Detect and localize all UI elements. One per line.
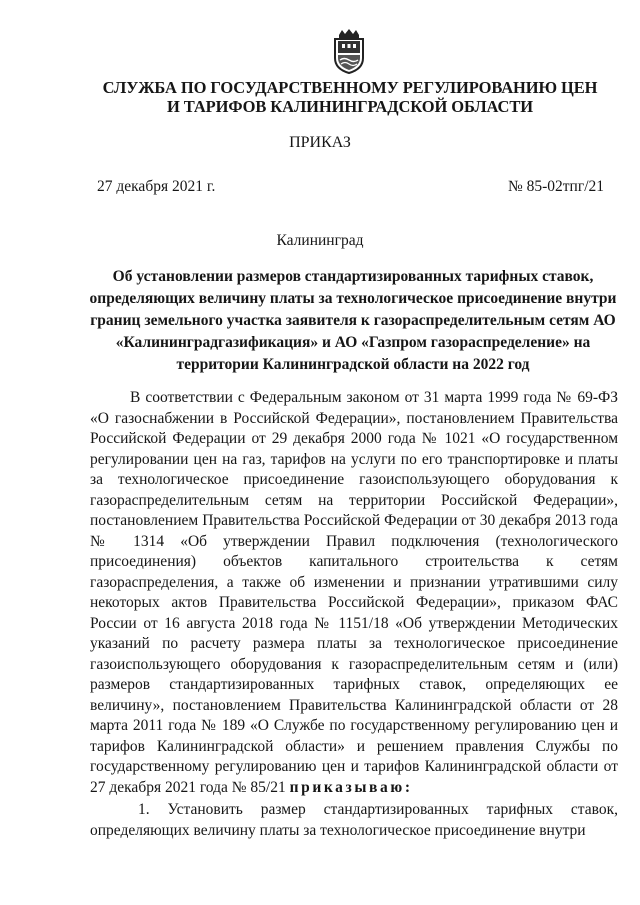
coat-of-arms-icon bbox=[327, 28, 371, 74]
organization-name bbox=[90, 78, 610, 116]
order-number: № 85-02тпг/21 bbox=[507, 178, 604, 195]
preamble-paragraph bbox=[90, 388, 618, 798]
order-item-1: 1. Установить размер стандартизированных тарифных ставок, определяющих величину платы за технологическое присоединение внутри bbox=[90, 801, 618, 839]
org-line-2: И ТАРИФОВ КАЛИНИНГРАДСКОЙ ОБЛАСТИ bbox=[167, 97, 533, 116]
order-date: 27 декабря 2021 г. bbox=[97, 178, 216, 195]
order-subject: Об установлении размеров стандартизированных тарифных ставок, определяющих величину платы за технологическое присоединение внутри границ земельного участка заявителя к газораспределительным сетям АО «Калининградгазификация» и АО «Газпром газораспределение» на территории Калининградской области на 2022 год bbox=[89, 268, 617, 373]
document-type: ПРИКАЗ bbox=[289, 134, 351, 151]
order-body bbox=[90, 388, 618, 841]
city: Калининград bbox=[276, 232, 364, 249]
decree-word: приказываю: bbox=[289, 778, 413, 796]
org-line-1: СЛУЖБА ПО ГОСУДАРСТВЕННОМУ РЕГУЛИРОВАНИЮ ЦЕН bbox=[102, 78, 598, 97]
preamble-text: В соответствии с Федеральным законом от 31 марта 1999 года № 69-ФЗ «О газоснабжении в Российской Федерации», постановлением Правительства Российской Федерации от 29 декабря 2000 года № 1021 «О государственном регулировании цен на газ, тарифов на услуги по его транспортировке и платы за технологическое присоединение газоиспользующего оборудования к газораспределительным сетям на территории Российской Федерации», постановлением Правительства Российской Федерации от 30 декабря 2013 года № 1314 «Об утверждении Правил подключения (технологического присоединения) объектов капитального строительства к сетям газораспределения, а также об изменении и признании утратившими силу некоторых актов Правительства Российской Федерации», приказом ФАС России от 16 августа 2018 года № 1151/18 «Об утверждении Методических указаний по расчету размера платы за технологическое присоединение газоиспользующего оборудования к газораспределительным сетям и (или) размеров стандартизированных тарифных ставок, определяющих ее величину», постановлением Правительства Калининградской области от 28 марта 2011 года № 189 «О Службе по государственному регулированию цен и тарифов Калининградской области» и решением правления Службы по государственному регулированию цен и тарифов Калининградской области от 27 декабря 2021 года № 85/21 bbox=[90, 389, 618, 796]
